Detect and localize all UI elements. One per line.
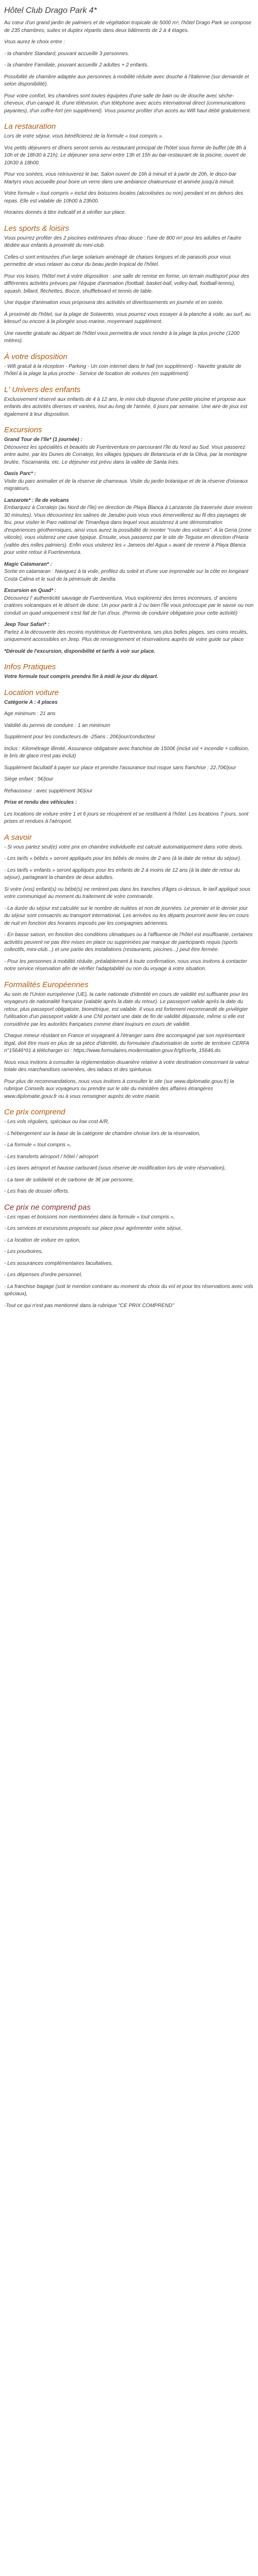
comprend-section [4,1118,254,1196]
excursion-text: Partez à la découverte des recoins mystérieux de Fuerteventura, ses plus belles plages, ses coins reculés, uniquement accessibles en Jeep. Plus de renseignement et réservations auprès de votre guide sur place [4,629,248,642]
intro-paragraph: Possibilité de chambre adaptée aux personnes à mobilité réduite avec douche à l'italienne (sur demande et selon disponibilité). [4,74,249,87]
infos-section [4,673,254,681]
univers-paragraph: Exclusivement réservé aux enfants de 4 à 12 ans, le mini club dispose d'une petite piscine et propose aux enfants des activités diverses et variées, tout au long de l'année, 6 jours par semaine. Une aire de jeux est également à leur disposition. [4,396,248,417]
section-heading-excursions: Excursions [4,426,42,434]
location-paragraph: Inclus : Kilométrage illimité, Assurance obligatoire avec franchise de 1500€ (inclut vol + incendie + collision, le bris de glace n'est pas inclut) [4,745,249,759]
sports-paragraph: Vous pourrez profiter des 2 piscines extérieures d'eau douce : l'une de 800 m² pour les adultes et l'autre dédiée aux enfants à proximité du mini-club. [4,235,241,248]
section-heading-formalites: Formalités Européennes [4,980,89,989]
excursion-text: Embarquez à Corralejo (au Nord de l'île) en direction de Playa Blanca à Lanzarote (la traversée dure environ 30 minutes). Vous découvrirez les salines de Janubio puis vous vous émerveillerez au fil des paysages de feu, pour visiter le Parc national de Timanfaya dans lequel vous assisterez à une démonstration d'expériences géothermiques, ainsi vous aurez la possibilité de monter "route des volcans". À la Geria (zone viticole), vous visiterez une cave typique. Ensuite, vous passerez par le site de Teguise en direction d'Haria (vallée des milles palmiers). Enfin vous visiterez les « Jameos del Agua » avant de revenir à Playa Blanca pour votre retour à Fuerteventura. [4,505,253,555]
infos-paragraph [4,673,254,681]
sports-paragraph: Une navette gratuite au départ de l'hôtel vous permettra de vous rendre à la plage la plus proche (1200 mètres). [4,330,240,344]
sports-section [4,235,254,345]
excursion-title: Magic Catamaran* : [4,561,52,567]
savoir-paragraph: - Si vous partez seul(e) votre prix en chambre individuelle est calculé automatiquement dans votre devis. [4,844,244,850]
section-heading-pas-comprend: Ce prix ne comprend pas [4,1202,91,1212]
location-sub: Catégorie A : 4 places [4,699,58,705]
page-title: Hôtel Club Drago Park 4* [4,6,97,15]
excursion-text: Sortie en catamaran : Naviguez à la voile, profitez du soleil et d'une vue imprenable sur la côte en longeant Costa Calma et le sud de la péninsule de Jandía. [4,569,249,582]
excursion-item [4,497,254,557]
savoir-paragraph: - Pour les personnes à mobilité réduite, préalablement à toute confirmation, nous vous invitons à contacter notre service réservation afin de vérifier l'adaptabilité ou non du voyage à votre situation. [4,958,247,972]
comprend-item: - La taxe de solidarité et de carbone de 3€ par personne, [4,1177,134,1183]
disposition-paragraph: - Wifi gratuit à la réception - Parking - Un coin internet dans le hall (en supplément) - Navette gratuite de l'hôtel à la plage la plus proche - Service de location de voitures (en supplément) [4,363,241,377]
excursion-item [4,436,254,466]
section-heading-univers: L' Univers des enfants [4,385,80,394]
intro-paragraph: - la chambre Familiale, pouvant accueillir 2 adultes + 2 enfants. [4,62,149,68]
pas-comprend-item: - Les repas et boissons non mentionnées dans la formule « tout compris », [4,1214,175,1220]
comprend-item: - Les transferts aéroport / hôtel / aéroport [4,1154,99,1160]
location-paragraph: Siège enfant : 5€/jour [4,776,54,782]
savoir-paragraph: Si votre (vos) enfant(s) ou bébé(s) ne rentrent pas dans les tranches d'âges ci-dessus, le tarif appliqué sous votre communiqué au moment du traitement de votre commande. [4,886,251,900]
excursion-note [4,648,254,656]
section-heading-savoir: A savoir [4,833,32,842]
intro-section [4,20,254,115]
pas-comprend-item: - La location de voiture en option, [4,1237,80,1243]
comprend-item: - La formule « tout compris », [4,1142,72,1148]
formalites-paragraph: Nous vous invitons à consulter la réglementation douanière relative à votre destination concernant la valeur totale des marchandises ramenées, des tabacs et des spiritueux. [4,1059,249,1073]
pas-comprend-item: - Les pourboires, [4,1249,43,1255]
location-subheading [4,699,254,707]
excursion-item [4,470,254,493]
formalites-paragraph: Chaque mineur résidant en France et voyageant à l'étranger sans être accompagné par son représentant légal, doit être muni en plus de sa pièce d'identité, du formulaire d'autorisation de sortie de territoire CERFA n°15646*01 à télécharger ici : https://www.formulaires.modernisation.gouv.fr/gf/cerfa_15646.do. [4,1033,249,1054]
restauration-paragraph: Votre formule « tout compris » inclut des boissons locales (alcoolisées ou non) pendant et en dehors des repas. Elle est valable de 10h00 à 23h00. [4,191,244,204]
section-heading-infos: Infos Pratiques [4,663,56,671]
restauration-paragraph: Lors de votre séjour, vous bénéficierez de la formule « tout compris ». [4,133,164,139]
excursion-title: Oasis Parc* : [4,471,36,477]
excursion-text: Découvrez l' authenticité sauvage de Fuerteventura. Vous explorerez des terres inconnues, d' anciens cratères volcaniques et le désert de dune. Un pour partir à 2 ou bien l'Île vous préoccupe par le savoir ou non conduit un quad uniquement s'est fait de l'un d'eux. (Permis de conduire obligatoire pour cette activité) [4,595,254,616]
comprend-item: - L'hébergement sur la base de la catégorie de chambre choisie lors de la réservation, [4,1130,201,1137]
excursion-title: Lanzarote* : île de volcans [4,497,69,503]
section-heading-disposition: À votre disposition [4,352,68,361]
section-heading-location: Location voiture [4,688,59,697]
disposition-section [4,363,254,378]
location-paragraph: Les locations de voiture entre 1 et 6 jours se récupèrent et se restituent à l'hôtel. Les locations 7 jours, sont prises et rendues à l'aéroport. [4,811,249,824]
pas-comprend-section [4,1214,254,1310]
restauration-paragraph: Horaires donnés à titre indicatif et à vérifier sur place. [4,210,126,215]
restauration-paragraph: Vos petits déjeuners et dîners seront servis au restaurant principal de l'hôtel sous forme de buffet (de 8h à 10h et de 18h30 à 21h). Le déjeuner sera servi entre 13h et 15h au bar-restaurant de la piscine, ouvert de 10h30 à 18h00. [4,145,247,166]
pas-comprend-item: -Tout ce qui n'est pas mentionné dans la rubrique "CE PRIX COMPREND" [4,1302,174,1309]
sports-paragraph: Pour vos loisirs, l'hôtel met à votre disposition : une salle de remise en forme, un terrain multisport pour des différentes activités prévues par l'équipe d'animation (football, basket-ball, volley-ball, football-tennis), squash, billard, fléchettes, Bocce, shuffleboard et tennis de table. [4,273,249,294]
location-paragraph: Supplément facultatif à payer sur place et prendre l'assurance tout risque sans franchise : 22,70€/jour [4,765,236,771]
sports-paragraph: Une équipe d'animation vous proposera des activités et divertissements en journée et en soirée. [4,300,224,306]
section-heading-sports: Les sports & loisirs [4,224,69,233]
pas-comprend-item: - Les assurances complémentaires facultatives, [4,1260,113,1266]
infos-text: Votre formule tout compris prendra fin à midi le jour du départ. [4,674,158,680]
location-paragraph: Supplément pour les conducteurs de -25ans : 20€/jour/conducteur [4,734,155,740]
restauration-section [4,133,254,217]
location-paragraph: Rehausseur : avec supplément 3€/jour [4,788,93,794]
excursions-section [4,436,254,655]
location-paragraph: Validité du permis de conduire : 1 an minimum [4,722,110,728]
comprend-item: - Les taxes aéroport et hausse carburant (sous réserve de modification lors de votre réservation), [4,1165,226,1171]
comprend-item: - Les vols réguliers, spéciaux ou low cost A/R, [4,1119,109,1125]
excursion-text: Découvrez les spécialités et beautés de Fuerteventura en parcourant l'île du Nord au Sud. Vous passerez entre autre, par les Dunes de Corralejo, les villages typiques de Betancuria et de la Oliva, par la montagne brulée, Tiscamanita, etc. Le déjeuner est prévu dans la vallée de Santa Inès. [4,444,247,465]
intro-paragraph: Pour votre confort, les chambres sont toutes équipées d'une salle de bain ou de douche avec sèche-cheveux, d'un canapé lit, d'une télévision, d'un téléphone avec accès international direct (communications payantes), d'un coffre-fort (en supplément). Vous pourrez profiter d'un accès au Wifi haut débit gratuitement. [4,93,251,114]
savoir-paragraph: - Les tarifs « bébés » seront appliqués pour les bébés de moins de 2 ans (à la date de retour du séjour). [4,856,241,861]
excursion-title: Jeep Tour Safari* : [4,622,50,628]
excursion-item [4,587,254,617]
formalites-paragraph: Au sein de l'Union européenne (UE), la carte nationale d'identité en cours de validité est suffisante pour les voyageurs de nationalité française (valable après la date du retour). Le passeport valide après la date du retour, plus passeport obligatoire, biométrique, est valable. Il vous est fortement recommandé de privilégier l'utilisation d'un passeport valide à une CNI portant une date de fin de validité dépassée, même si elle est considérée par les autorités françaises comme étant toujours en cours de validité. [4,991,248,1027]
comprend-item: - Les frais de dossier offerts. [4,1189,70,1194]
pas-comprend-item: - Les services et excursions proposés sur place pour agrémenter votre séjour, [4,1226,182,1231]
pas-comprend-item: - Les dépenses d'ordre personnel, [4,1272,83,1278]
excursion-item [4,621,254,644]
univers-section [4,396,254,419]
formalites-section [4,991,254,1101]
savoir-paragraph: - En basse saison, en fonction des conditions climatiques ou à l'affluence de l'hôtel est insuffisante, certaines activités peuvent ne pas être mises en place ou supprimées par manque de participants requis (sports collectifs, mini-club...) et une partie des installations (restaurants, piscines...) peut être fermée. [4,932,253,953]
formalites-paragraph: Pour plus de recommandations, nous vous invitons à consulter le site (sur www.diplomatie.gouv.fr) la rubrique Conseils aux voyageurs ou prendre sur le site du ministère des affaires étrangères www.diplomatie.gouv.fr ou à vous renseigner auprès de votre mairie. [4,1078,234,1099]
savoir-section [4,844,254,973]
intro-paragraph: Vous aurez le choix entre : [4,39,66,45]
intro-paragraph: - la chambre Standard, pouvant accueillir 3 personnes. [4,50,130,57]
restauration-paragraph: Pour vos soirées, vous retrouverez le bar, Salon ouvert de 16h à minuit et à partir de 20h, le disco-bar Martyrs vous accueille pour boire un verre dans une ambiance chaleureuse et animée jusqu'à minuit. [4,172,237,185]
location-section [4,699,254,826]
intro-paragraph: Au cœur d'un grand jardin de palmiers et de végétation tropicale de 5000 m², l'hôtel Drago Park se compose de 235 chambres, suites et duplex répartis dans deux bâtiments de 2 à 4 étages. [4,20,252,33]
sports-paragraph: À proximité de l'hôtel, sur la plage de Sotavento, vous pourrez vous essayer à la planche à voile, au surf, au kitesurf ou encore à la plongée sous-marine, moyennant supplément. [4,311,251,325]
excursion-item [4,561,254,584]
excursion-title: Grand Tour de l'île* (1 journée) : [4,437,83,443]
savoir-paragraph: - La durée du séjour est calculée sur le nombre de nuitées et non de journées. Le premier et le dernier jour du séjour sont consacrés au transport international. Les arrivées ou les départs pourront avoir lieu en cours de nuit en fonction des horaires imposés par les compagnies aériennes. [4,905,249,926]
excursion-text: Visite du parc animalier et de la réserve de chameaux. Visite du jardin botanique et de la réserve d'oiseaux migrateurs. [4,478,248,492]
location-prise-rendu: Prise et rendu des véhicules : [4,800,77,805]
section-heading-restauration: La restauration [4,122,56,131]
savoir-paragraph: - Les tarifs « enfants » seront appliqués pour les enfants de 2 à moins de 12 ans (à la date de retour du séjour), partageant la chambre de deux adultes. [4,867,240,880]
pas-comprend-item: - La franchise bagage (soit le mention contraire au moment du choix du vol et pour les réservations avec vols spéciaux), [4,1283,253,1297]
excursion-note-text: *Déroulé de l'excursion, disponibilité et tarifs à voir sur place. [4,648,156,654]
excursion-title: Excursion en Quad* : [4,588,57,594]
section-heading-comprend: Ce prix comprend [4,1108,66,1116]
sports-paragraph: Celles-ci sont entourées d'un large solarium aménagé de chaises longues et de parasols pour vous permettre de vous relaxer au cœur du beau jardin tropical de l'hôtel. [4,254,231,267]
location-paragraph [4,799,254,807]
location-paragraph: Age minimum : 21 ans [4,711,56,717]
